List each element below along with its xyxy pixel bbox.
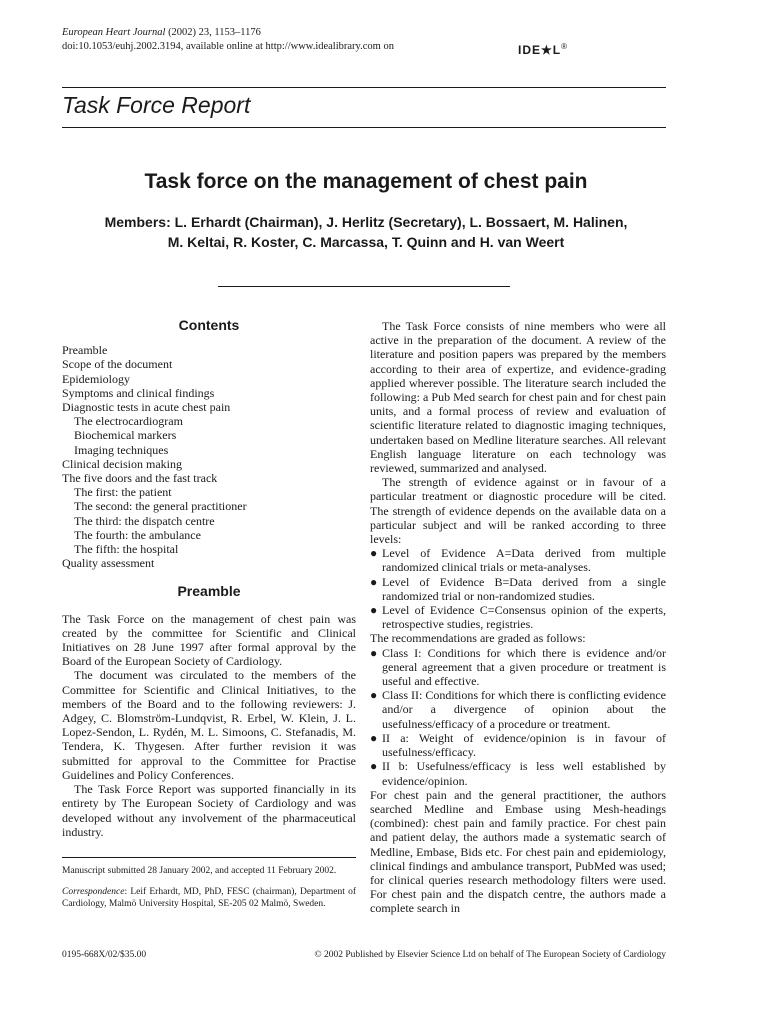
contents-heading: Contents [178,317,240,333]
toc-item: The fourth: the ambulance [74,527,201,542]
publisher-line: © 2002 Published by Elsevier Science Ltd on behalf of The European Society of Cardiology [314,950,666,960]
evidence-level-item-text: Level of Evidence C=Consensus opinion of the experts, retrospective studies, registries. [382,603,666,632]
left-column [62,318,356,839]
journal-citation: (2002) 23, 1153–1176 [168,27,261,38]
evidence-levels-list [370,546,666,631]
bullet-icon: ● [370,546,378,561]
members-list [62,212,670,252]
recommendation-class-item [370,731,666,759]
preamble-paragraph: The document was circulated to the members of the Committee for Scientific and Clinical Initiatives, to the members of the Board and to the following reviewers: J. Adgey, C. Blomström-Lundqvist, R. Erbel, W. Klein, J. L. Lopez-Sendon, L. Rydén, M. L. Simoons, C. Stefanadis, M. Tendera, K. Thygesen. After further revision it was submitted for approval to the Committee for Practise Guidelines and Policy Conferences. [62,668,356,782]
toc-item: Diagnostic tests in acute chest pain [62,400,231,415]
toc-item: The five doors and the fast track [62,471,218,486]
table-of-contents [62,343,356,570]
toc-item: Preamble [62,343,108,358]
journal-name: European Heart Journal [62,27,166,38]
preamble-paragraph: The Task Force Report was supported financially in its entirety by The European Society of Cardiology and was developed without any involvement of the pharmaceutical industry. [62,782,356,839]
toc-item: The third: the dispatch centre [74,513,215,528]
issn-price: 0195-668X/02/$35.00 [62,950,147,960]
title-divider [218,286,510,287]
correspondence-label: Correspondence [62,886,125,897]
toc-item: Epidemiology [62,371,130,386]
recommendation-class-item-text: Class I: Conditions for which there is evidence and/or general agreement that a given procedure or treatment is useful and effective. [382,645,666,689]
evidence-level-item [370,575,666,603]
body-paragraph: The strength of evidence against or in favour of a particular treatment or diagnostic procedure will be cited. The strength of evidence depends on the available data on a particular subject and will be ranked according to three levels: [370,475,666,547]
correspondence-text: : Leif Erhardt, MD, PhD, FESC (chairman), Department of Cardiology, Malmö University Hospital, SE-205 02 Malmö, Sweden. [62,886,356,910]
article-title: Task force on the management of chest pain [144,170,588,193]
recommendation-class-item [370,759,666,787]
toc-item: Scope of the document [62,357,173,372]
footnote-rule [62,857,356,858]
toc-item: The second: the general practitioner [74,499,247,514]
toc-item: The first: the patient [74,485,172,500]
header-rule-bottom [62,127,666,128]
toc-item: The fifth: the hospital [74,542,179,557]
evidence-level-item [370,603,666,631]
recommendation-class-item-text: Class II: Conditions for which there is conflicting evidence and/or a divergence of opinion about the usefulness/efficacy of a procedure or treatment. [382,688,666,731]
toc-item: Symptoms and clinical findings [62,385,215,400]
bullet-icon: ● [370,645,378,660]
toc-item: Quality assessment [62,556,155,571]
toc-item: Biochemical markers [74,428,177,443]
recommendation-class-item-text: II a: Weight of evidence/opinion is in favour of usefulness/efficacy. [382,730,666,760]
preamble-heading: Preamble [177,583,241,600]
journal-header [62,26,670,57]
evidence-level-item-text: Level of Evidence B=Data derived from a single randomized trial or non-randomized studies. [382,574,666,603]
ideal-logo-text: IDE★L [518,43,562,57]
toc-item: Imaging techniques [74,442,169,457]
body-paragraph: The Task Force consists of nine members who were all active in the preparation of the document. A review of the literature and position papers was prepared by the members according to their area of expertize, and evidence-grading applied wherever possible. The literature search included the following: a Pub Med search for chest pain and for chest pain units, and a formal process of review and evaluation of scientific literature related to diagnostic imaging techniques, undertaken based on Medline literature searches. All relevant English language literature on each technology was reviewed, summarized and analysed. [370,319,666,476]
bullet-icon: ● [370,759,378,774]
ideal-logo [518,40,568,57]
registered-mark: ® [561,42,568,51]
bullet-icon: ● [370,730,378,745]
right-column [370,319,666,916]
bullet-icon: ● [370,688,378,703]
body-paragraph: The recommendations are graded as follows: [370,631,586,646]
members-line: M. Keltai, R. Koster, C. Marcassa, T. Quinn and H. van Weert [167,234,565,250]
evidence-level-item-text: Level of Evidence A=Data derived from multiple randomized clinical trials or meta-analyses. [382,546,666,575]
preamble-paragraph: The Task Force on the management of chest pain was created by the committee for Scientific and Clinical Initiatives on 28 June 1997 after formal approval by the Board of the European Society of Cardiology. [62,611,356,669]
evidence-level-item [370,546,666,574]
bullet-icon: ● [370,603,378,618]
doi-line: doi:10.1053/euhj.2002.3194, available online at http://www.idealibrary.com on [62,41,394,52]
report-type: Task Force Report [62,92,251,118]
footnotes [62,865,356,919]
body-paragraph: For chest pain and the general practitioner, the authors searched Medline and Embase using Mesh-headings (combined): chest pain and family practice. For chest pain and patient delay, the authors made a systematic search of Medline, Embase, Bids etc. For chest pain and epidemiology, clinical findings and ambulance transport, PubMed was used; for clinical queries research methodology filters were used. For chest pain and the dispatch centre, the authors made a complete search in [370,787,666,916]
header-rule-top [62,87,666,88]
correspondence-note [62,886,356,911]
toc-item: The electrocardiogram [74,414,183,429]
manuscript-note: Manuscript submitted 28 January 2002, and accepted 11 February 2002. [62,866,337,876]
toc-item: Clinical decision making [62,456,182,471]
recommendation-classes-list [370,646,666,788]
bullet-icon: ● [370,574,378,589]
recommendation-class-item [370,688,666,731]
recommendation-class-item [370,646,666,689]
members-line: Members: L. Erhardt (Chairman), J. Herlitz (Secretary), L. Bossaert, M. Halinen, [104,214,628,230]
recommendation-class-item-text: II b: Usefulness/efficacy is less well established by evidence/opinion. [382,759,666,788]
